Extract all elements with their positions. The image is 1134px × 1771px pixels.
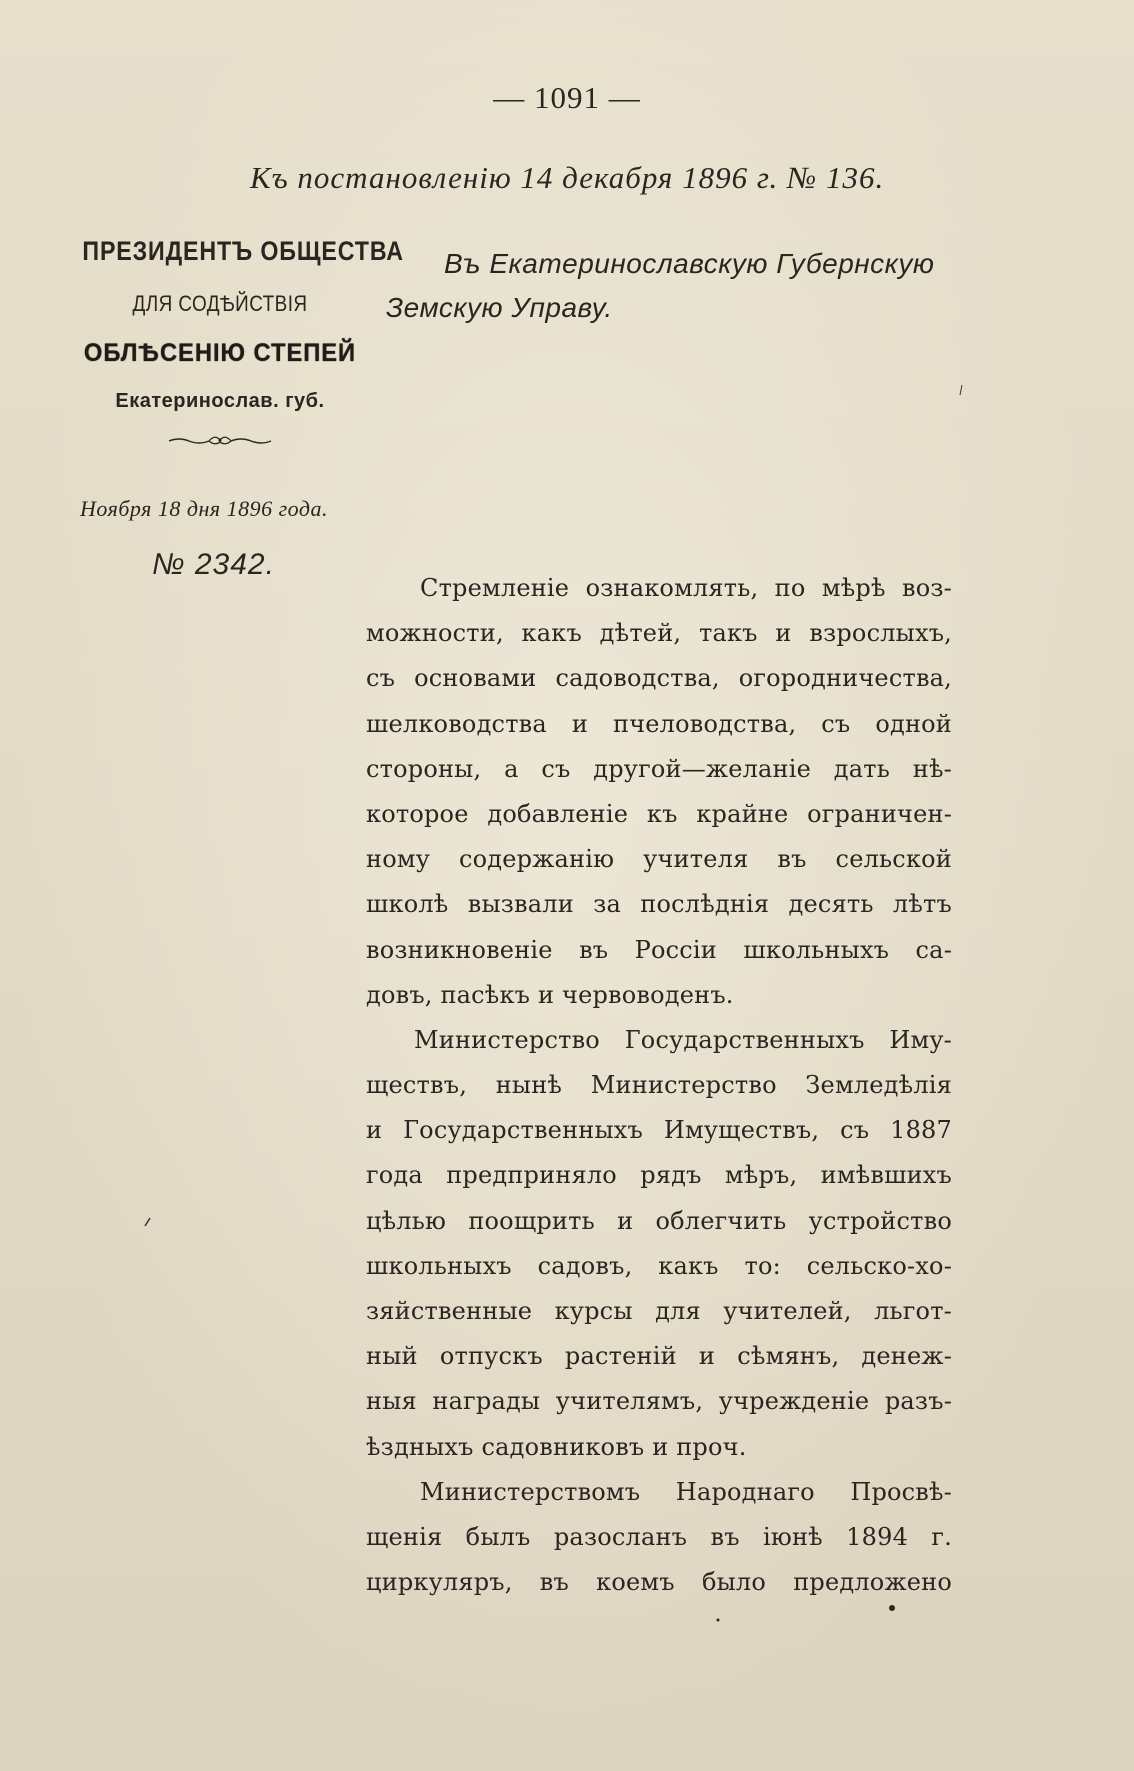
letterhead (60, 236, 404, 447)
text-line: которое добавленіе къ крайне ограничен- (366, 799, 952, 828)
letterhead-ornate-line: ОБЛѢСЕНІЮ СТЕПЕЙ (83, 339, 357, 367)
text-line: Министерствомъ Народнаго Просвѣ- (420, 1477, 952, 1506)
text-line: возникновеніе въ Россіи школьныхъ са- (366, 935, 952, 964)
letterhead-subtitle: ДЛЯ СОДѢЙСТВІЯ (132, 291, 308, 316)
letterhead-title: ПРЕЗИДЕНТЪ ОБЩЕСТВА (82, 236, 404, 266)
text-line: ныя награды учителямъ, учрежденіе разъ- (366, 1387, 952, 1416)
addressee-line-2: Земскую Управу. (386, 292, 613, 323)
text-line: Министерство Государственныхъ Иму- (414, 1025, 952, 1054)
addressee (388, 242, 934, 330)
text-line: стороны, а съ другой—желаніе дать нѣ- (366, 754, 952, 783)
text-line: и Государственныхъ Имуществъ, съ 1887 (366, 1116, 952, 1145)
letter-body (366, 566, 952, 1605)
page-number: — 1091 — (493, 80, 641, 115)
text-line: ществъ, нынѣ Министерство Земледѣлія (366, 1071, 952, 1100)
ornament-divider-icon (165, 433, 275, 447)
text-line: шелководства и пчеловодства, съ одной (366, 709, 952, 738)
text-line: ному содержанію учителя въ сельской (366, 845, 952, 874)
text-line: цѣлью поощрить и облегчить устройство (366, 1206, 952, 1235)
addressee-line-1: Въ Екатеринославскую Губернскую (444, 248, 935, 279)
text-line: можности, какъ дѣтей, такъ и взрослыхъ, (366, 619, 952, 648)
text-line: съ основами садоводства, огородничества, (366, 664, 952, 693)
letterhead-city: Екатеринослав. губ. (115, 390, 325, 412)
text-line: ный отпускъ растеній и сѣмянъ, денеж- (366, 1342, 952, 1371)
text-line: года предприняло рядъ мѣръ, имѣвшихъ (366, 1161, 952, 1190)
text-line: циркуляръ, въ коемъ было предложено (366, 1568, 952, 1597)
text-line: Стремленіе ознакомлять, по мѣрѣ воз- (420, 574, 952, 602)
letter-number: № 2342. (152, 548, 275, 581)
text-line: довъ, пасѣкъ и червоводенъ. (366, 980, 734, 1009)
text-line: зяйственные курсы для учителей, льгот- (366, 1297, 952, 1325)
text-line: ѣздныхъ садовниковъ и проч. (366, 1432, 747, 1461)
letter-date: Ноября 18 дня 1896 года. (80, 496, 329, 521)
text-line: школѣ вызвали за послѣднія десять лѣтъ (366, 890, 952, 919)
resolution-reference: Къ постановленію 14 декабря 1896 г. № 136. (250, 160, 885, 195)
text-line: щенія былъ разосланъ въ іюнѣ 1894 г. (366, 1522, 952, 1551)
text-line: школьныхъ садовъ, какъ то: сельско-хо- (366, 1251, 952, 1280)
